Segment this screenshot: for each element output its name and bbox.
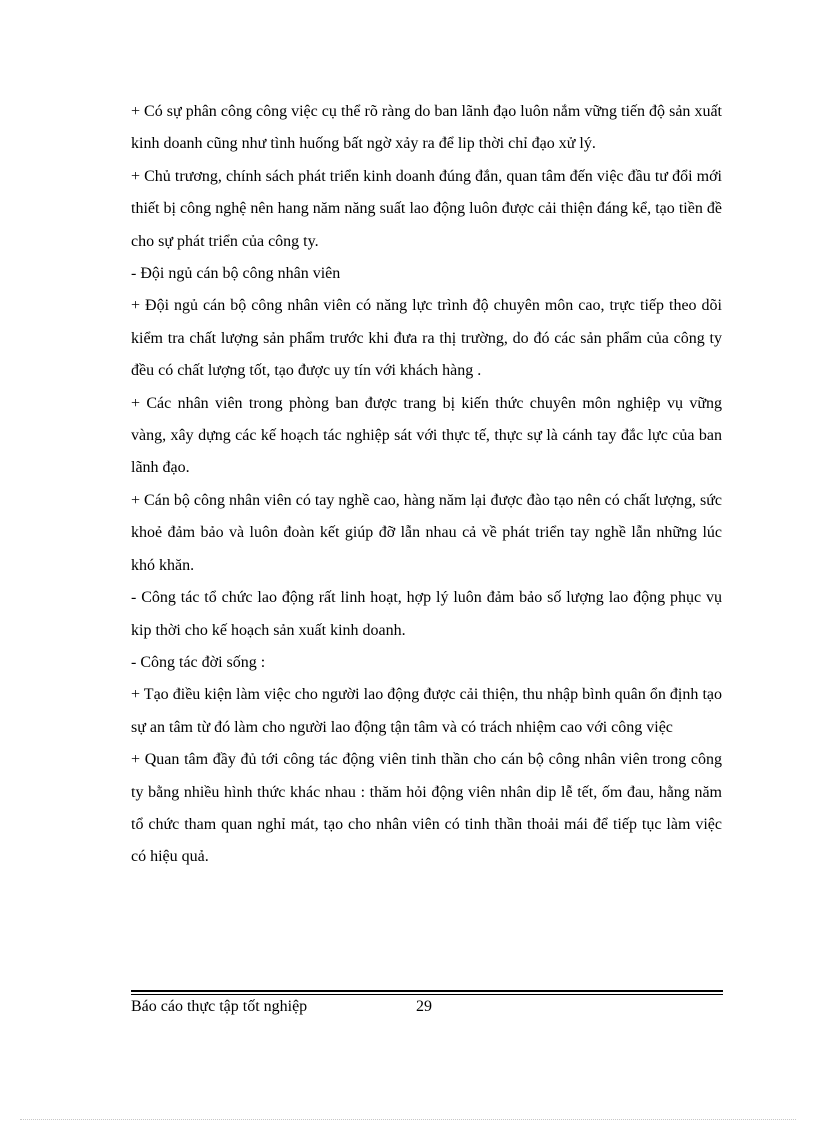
paragraph-department-staff: + Các nhân viên trong phòng ban được trang bị kiến thức chuyên môn nghiệp vụ vững vàng, xây dựng các kế hoạch tác nghiệp sát với thực tế, thực sự là cánh tay đắc lực của ban lãnh đạo. bbox=[131, 394, 722, 477]
paragraph-staff-qualification: + Đội ngủ cán bộ công nhân viên có năng lực trình độ chuyên môn cao, trực tiếp theo dõi kiểm tra chất lượng sản phẩm trước khi đưa ra thị trường, do đó các sản phẩm của công ty đều có chất lượng tốt, tạo được uy tín với khách hàng . bbox=[131, 297, 722, 380]
paragraph-welfare-heading: - Công tác đời sống : bbox=[131, 653, 266, 671]
paragraph-morale-support: + Quan tâm đầy đủ tới công tác động viên tinh thần cho cán bộ công nhân viên trong công ty bằng nhiều hình thức khác nhau : thăm hỏi động viên nhân dip lễ tết, ốm đau, hằng năm tổ chức tham quan nghỉ mát, tạo cho nhân viên có tinh thần thoải mái để tiếp tục làm việc có hiệu quả. bbox=[131, 751, 722, 866]
paragraph-task-assignment: + Có sự phân công công việc cụ thể rõ ràng do ban lãnh đạo luôn nắm vững tiến độ sản xuất kinh doanh cũng như tình huống bất ngờ xảy ra để lip thời chỉ đạo xử lý. bbox=[131, 103, 722, 153]
document-body bbox=[131, 96, 722, 874]
paragraph-staff-heading: - Đội ngủ cán bộ công nhân viên bbox=[131, 265, 341, 283]
paragraph-working-conditions: + Tạo điều kiện làm việc cho người lao động được cải thiện, thu nhập bình quân ổn định tạo sự an tâm từ đó làm cho người lao động tận tâm và có trách nhiệm cao với công việc bbox=[131, 686, 722, 736]
footer-divider-thin bbox=[131, 994, 723, 995]
footer-title: Báo cáo thực tập tốt nghiệp bbox=[131, 998, 308, 1015]
paragraph-labor-organization: - Công tác tổ chức lao động rất linh hoạt, hợp lý luôn đảm bảo số lượng lao động phục vụ kip thời cho kế hoạch sản xuất kinh doanh. bbox=[131, 589, 722, 639]
page-bottom-border bbox=[20, 1119, 796, 1120]
paragraph-skilled-workers: + Cán bộ công nhân viên có tay nghề cao, hàng năm lại được đào tạo nên có chất lượng, sức khoẻ đảm bảo và luôn đoàn kết giúp đỡ lẫn nhau cả về phát triển tay nghề lẫn những lúc khó khăn. bbox=[131, 491, 722, 574]
paragraph-business-policy: + Chủ trương, chính sách phát triển kinh doanh đúng đắn, quan tâm đến việc đầu tư đổi mới thiết bị công nghệ nên hang năm năng suất lao động luôn được cải thiện đáng kể, tạo tiền đề cho sự phát triển của công ty. bbox=[131, 167, 722, 250]
page-number: 29 bbox=[416, 998, 432, 1015]
footer-divider bbox=[131, 990, 723, 992]
